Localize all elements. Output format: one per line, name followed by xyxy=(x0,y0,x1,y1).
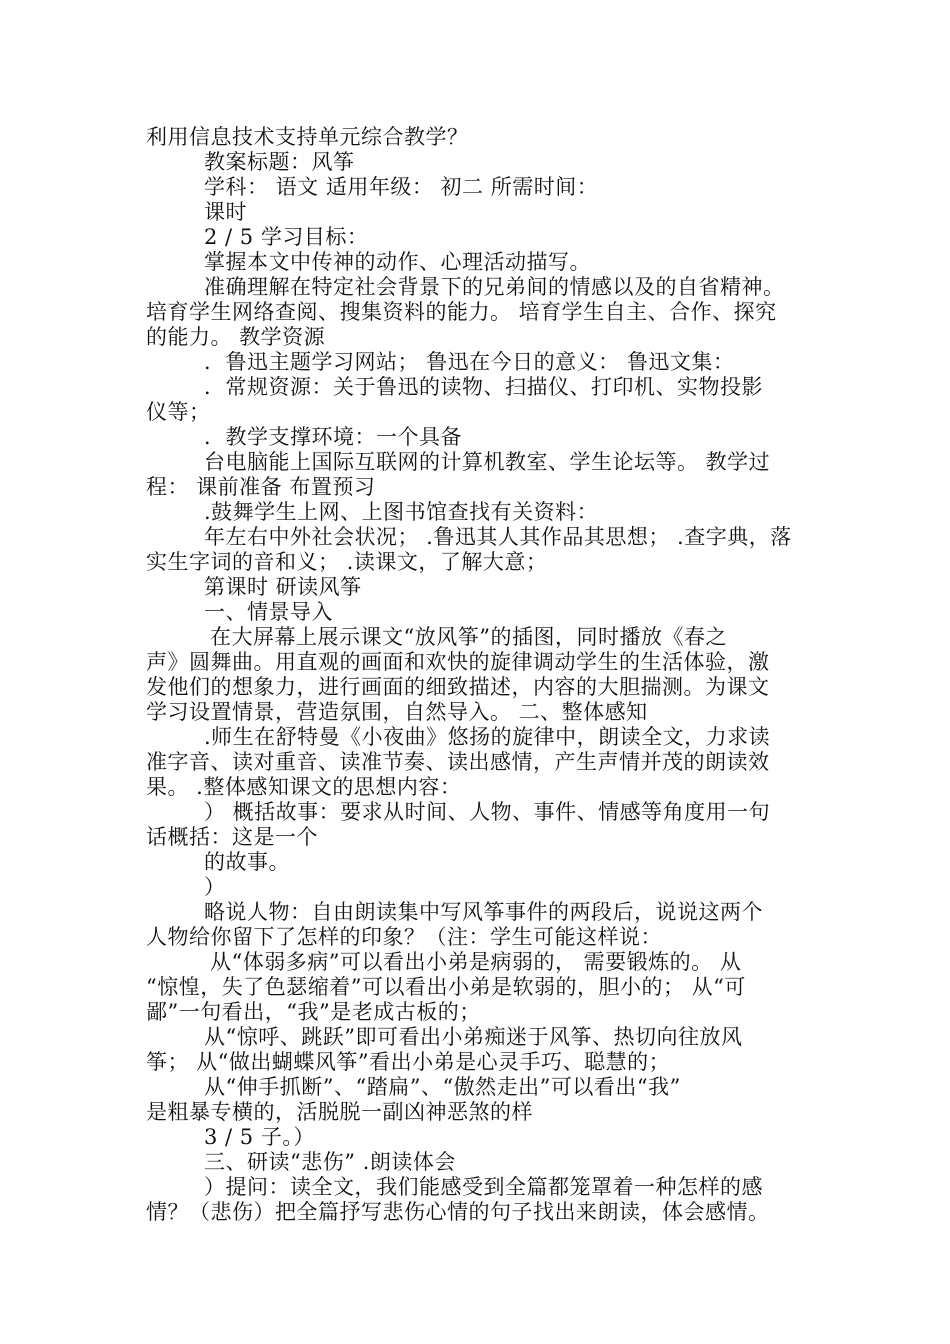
text-line: 人物给你留下了怎样的印象？（注：学生可能这样说： xyxy=(146,925,662,949)
text-line: 的能力。 教学资源 xyxy=(146,325,326,349)
text-line: ．教学支撑环境：一个具备 xyxy=(204,425,462,449)
text-line: .鼓舞学生上网、上图书馆查找有关资料： xyxy=(204,500,599,524)
text-line: 的故事。 xyxy=(204,850,290,874)
text-line: ） xyxy=(204,875,226,899)
text-line: 利用信息技术支持单元综合教学？ xyxy=(146,125,469,149)
text-line: 从“伸手抓断”、“踏扁”、“傲然走出”可以看出“我” xyxy=(204,1075,681,1099)
text-line: 准确理解在特定社会背景下的兄弟间的情感以及的自省精神。 xyxy=(204,275,785,299)
text-line: 2 / 5 学习目标： xyxy=(204,225,369,249)
text-line: ）提问：读全文，我们能感受到全篇都笼罩着一种怎样的感 xyxy=(204,1175,763,1199)
text-line: 第课时 研读风筝 xyxy=(204,575,362,599)
text-line: 话概括：这是一个 xyxy=(146,825,318,849)
text-line: 从“惊呼、跳跃”即可看出小弟痴迷于风筝、热切向往放风 xyxy=(204,1025,743,1049)
text-line: 情？（悲伤）把全篇抒写悲伤心情的句子找出来朗读，体会感情。 xyxy=(146,1200,770,1224)
text-line: 果。 .整体感知课文的思想内容： xyxy=(146,775,462,799)
text-line: 鄙”一句看出，“我”是老成古板的； xyxy=(146,1000,481,1024)
text-line: 在大屏幕上展示课文“放风筝”的插图，同时播放《春之 xyxy=(210,625,727,649)
text-line: 一、情景导入 xyxy=(204,600,333,624)
text-line: 程： 课前准备 布置预习 xyxy=(146,475,376,499)
text-line: 台电脑能上国际互联网的计算机教室、学生论坛等。 教学过 xyxy=(204,450,771,474)
text-line: 掌握本文中传神的动作、心理活动描写。 xyxy=(204,250,591,274)
text-line: 仪等； xyxy=(146,400,211,424)
text-line: 声》圆舞曲。用直观的画面和欢快的旋律调动学生的生活体验，激 xyxy=(146,650,770,674)
text-line: 发他们的想象力，进行画面的细致描述，内容的大胆揣测。为课文 xyxy=(146,675,770,699)
text-line: 3 / 5 子。） xyxy=(204,1125,315,1149)
text-line: 是粗暴专横的，活脱脱一副凶神恶煞的样 xyxy=(146,1100,533,1124)
text-line: .师生在舒特曼《小夜曲》悠扬的旋律中，朗读全文，力求读 xyxy=(204,725,771,749)
text-line: 实生字词的音和义； .读课文，了解大意； xyxy=(146,550,548,574)
text-line: 课时 xyxy=(204,200,247,224)
text-line: 筝； 从“做出蝴蝶风筝”看出小弟是心灵手巧、聪慧的； xyxy=(146,1050,671,1074)
text-line: 学习设置情景，营造氛围，自然导入。 二、整体感知 xyxy=(146,700,648,724)
text-line: 略说人物：自由朗读集中写风筝事件的两段后，说说这两个 xyxy=(204,900,763,924)
text-line: 年左右中外社会状况； .鲁迅其人其作品其思想； .查字典，落 xyxy=(204,525,792,549)
text-line: 学科： 语文 适用年级： 初二 所需时间： xyxy=(204,175,599,199)
text-line: 三、研读“悲伤” .朗读体会 xyxy=(204,1150,456,1174)
text-line: “惊惶，失了色瑟缩着”可以看出小弟是软弱的，胆小的； 从“可 xyxy=(146,975,746,999)
text-line: 从“体弱多病”可以看出小弟是病弱的， 需要锻炼的。 从 xyxy=(210,950,742,974)
text-line: 培育学生网络查阅、搜集资料的能力。 培育学生自主、合作、探究 xyxy=(146,300,777,324)
text-line: 教案标题：风筝 xyxy=(204,150,355,174)
text-line: ．鲁迅主题学习网站； 鲁迅在今日的意义： 鲁迅文集： xyxy=(204,350,735,374)
text-line: ） 概括故事：要求从时间、人物、事件、情感等角度用一句 xyxy=(204,800,771,824)
text-line: ．常规资源：关于鲁迅的读物、扫描仪、打印机、实物投影 xyxy=(204,375,763,399)
text-line: 准字音、读对重音、读准节奏、读出感情，产生声情并茂的朗读效 xyxy=(146,750,770,774)
